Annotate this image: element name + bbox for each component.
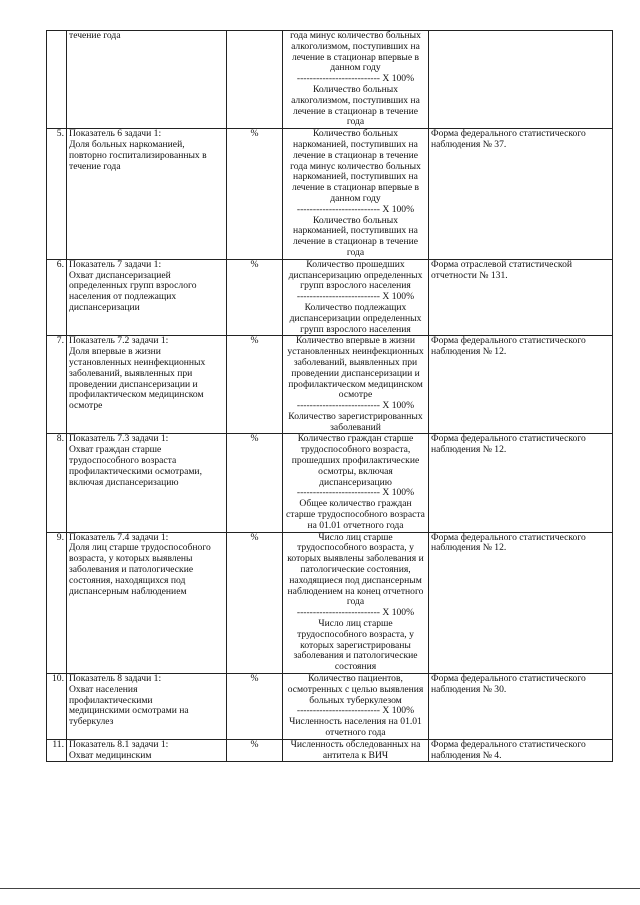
formula-line: Количество прошедших: [306, 258, 405, 270]
formula-line: трудоспособного возраста, у: [297, 628, 414, 640]
indicator-line: течение года: [69, 30, 121, 41]
formula-line: диспансеризации определенных: [289, 312, 422, 324]
indicator-line: Охват медицинским: [69, 749, 152, 761]
formula-line: года минус количество больных: [290, 30, 421, 41]
row-number: 9.: [47, 532, 67, 673]
row-number: 7.: [47, 336, 67, 434]
table-row: [47, 739, 613, 762]
formula-line: отчетного года: [325, 727, 386, 738]
source-cell: Форма федерального статистического наблюдения № 12.: [429, 532, 613, 673]
formula-cell: [283, 532, 429, 673]
indicator-line: включая диспансеризацию: [69, 476, 179, 488]
indicator-line: населения от подлежащих: [69, 291, 177, 303]
indicator-line: Показатель 6 задачи 1:: [69, 128, 162, 140]
row-number: [47, 31, 67, 129]
source-cell: Форма федерального статистического наблюдения № 12.: [429, 336, 613, 434]
indicator-line: профилактическом медицинском: [69, 389, 204, 401]
table-row: [47, 674, 613, 740]
source-cell: Форма федерального статистического наблюдения № 30.: [429, 674, 613, 740]
formula-line: Количество пациентов,: [308, 673, 403, 685]
source-cell: Форма федерального статистического наблюдения № 37.: [429, 129, 613, 260]
indicator-line: Показатель 7 задачи 1:: [69, 258, 162, 270]
source-cell: [429, 31, 613, 129]
indicator-line: состояния, находящихся под: [69, 574, 186, 586]
formula-line: которых зарегистрированы: [300, 639, 411, 651]
formula-line: лечение в стационар впервые в: [291, 51, 420, 63]
table-row: [47, 259, 613, 336]
indicator-line: Показатель 8.1 задачи 1:: [69, 738, 169, 750]
row-number: 6.: [47, 259, 67, 336]
indicator-line: Доля больных наркоманией,: [69, 138, 185, 150]
formula-line: Количество подлежащих: [304, 301, 407, 313]
formula-cell: [283, 31, 429, 129]
formula-line: Общее количество граждан: [299, 498, 412, 510]
formula-line: Количество больных: [312, 83, 399, 95]
formula-line: старше трудоспособного возраста: [286, 509, 425, 521]
indicator-line: трудоспособного возраста: [69, 455, 177, 467]
indicator-line: Охват диспансеризацией: [69, 269, 171, 281]
indicator-line: Показатель 7.4 задачи 1:: [69, 531, 169, 543]
unit-cell: %: [227, 674, 283, 740]
indicator-line: заболевания и патологические: [69, 564, 194, 576]
formula-line: трудоспособного возраста,: [300, 444, 411, 456]
formula-line: лечение в стационар в течение: [293, 149, 418, 161]
formula-cell: [283, 129, 429, 260]
formula-line: трудоспособного возраста, у: [297, 542, 414, 554]
formula-line: заболевания и патологические: [293, 650, 418, 662]
table-row: [47, 532, 613, 673]
indicator-cell: [67, 674, 227, 740]
indicator-line: Доля впервые в жизни: [69, 346, 161, 358]
formula-cell: [283, 674, 429, 740]
indicator-cell: [67, 336, 227, 434]
formula-cell: [283, 259, 429, 336]
indicator-cell: [67, 739, 227, 762]
row-number: 10.: [47, 674, 67, 740]
indicator-line: течение года: [69, 160, 121, 172]
table-row: [47, 31, 613, 129]
formula-line: Количество впервые в жизни: [295, 335, 416, 347]
formula-line: лечение в стационар в течение: [293, 236, 418, 248]
indicator-line: осмотре: [69, 400, 103, 412]
formula-line: наркоманией, поступивших на: [293, 171, 418, 183]
formula-line: осмотренных с целью выявления: [287, 683, 424, 695]
formula-line: -------------------------- Х 100%: [296, 487, 415, 499]
indicator-line: установленных неинфекционных: [69, 356, 206, 368]
indicator-line: повторно госпитализированных в: [69, 149, 207, 161]
formula-line: лечение в стационар в течение: [293, 105, 418, 117]
indicator-cell: [67, 31, 227, 129]
table-row: [47, 336, 613, 434]
source-cell: Форма отраслевой статистической отчетности № 131.: [429, 259, 613, 336]
indicator-line: возраста, у которых выявлены: [69, 553, 193, 565]
indicator-cell: [67, 129, 227, 260]
indicator-line: Охват граждан старше: [69, 444, 162, 456]
indicator-line: Доля лиц старше трудоспособного: [69, 542, 211, 554]
indicator-line: Показатель 7.2 задачи 1:: [69, 335, 169, 347]
indicator-line: профилактическими: [69, 694, 153, 706]
formula-line: алкоголизмом, поступивших на: [291, 40, 420, 52]
formula-line: Количество больных: [312, 214, 399, 226]
indicator-line: Охват населения: [69, 683, 138, 695]
formula-line: заболеваний: [330, 421, 381, 433]
formula-line: Численность населения на 01.01: [289, 716, 422, 728]
formula-line: -------------------------- Х 100%: [296, 705, 415, 717]
formula-line: диспансеризацию: [319, 476, 392, 488]
formula-line: -------------------------- Х 100%: [296, 73, 415, 85]
formula-line: проведении диспансеризации и: [291, 367, 420, 379]
table-row: [47, 129, 613, 260]
table-row: [47, 434, 613, 532]
formula-line: года минус количество больных: [290, 160, 421, 172]
formula-line: наркоманией, поступивших на: [293, 138, 418, 150]
row-number: 8.: [47, 434, 67, 532]
formula-line: года: [346, 246, 365, 258]
formula-line: наркоманией, поступивших на: [293, 225, 418, 237]
formula-line: алкоголизмом, поступивших на: [291, 94, 420, 106]
unit-cell: %: [227, 259, 283, 336]
formula-line: патологические состояния,: [300, 564, 411, 576]
formula-line: антитела к ВИЧ: [322, 749, 389, 761]
unit-cell: %: [227, 434, 283, 532]
page-bottom-rule: [0, 888, 640, 889]
formula-line: установленных неинфекционных: [287, 346, 424, 358]
formula-line: -------------------------- Х 100%: [296, 291, 415, 303]
formula-line: Число лиц старше: [318, 618, 393, 630]
indicators-table-body: [47, 31, 613, 762]
formula-line: больных туберкулезом: [309, 694, 402, 706]
formula-line: Количество больных: [312, 128, 399, 140]
formula-line: -------------------------- Х 100%: [296, 607, 415, 619]
formula-line: лечение в стационар впервые в: [291, 182, 420, 194]
formula-cell: [283, 336, 429, 434]
formula-line: прошедших профилактические: [291, 455, 420, 467]
indicator-line: медицинскими осмотрами на: [69, 705, 189, 717]
formula-line: Количество граждан старше: [297, 433, 414, 445]
formula-line: данном году: [330, 192, 381, 204]
formula-cell: [283, 739, 429, 762]
indicators-table: [46, 30, 613, 762]
source-cell: Форма федерального статистического наблюдения № 4.: [429, 739, 613, 762]
formula-line: Численность обследованных на: [290, 738, 421, 750]
unit-cell: %: [227, 532, 283, 673]
indicator-cell: [67, 434, 227, 532]
formula-line: групп взрослого населения: [300, 323, 411, 335]
indicator-line: Показатель 7.3 задачи 1:: [69, 433, 169, 445]
indicator-line: профилактическими осмотрами,: [69, 465, 202, 477]
indicator-line: диспансерным наблюдением: [69, 585, 187, 597]
formula-line: групп взрослого населения: [300, 280, 411, 292]
formula-line: профилактическом медицинском: [288, 378, 423, 390]
indicator-line: диспансеризации: [69, 301, 140, 313]
unit-cell: %: [227, 336, 283, 434]
indicator-line: проведении диспансеризации и: [69, 378, 198, 390]
formula-line: Количество зарегистрированных: [288, 410, 423, 422]
formula-line: Число лиц старше: [318, 531, 393, 543]
row-number: 5.: [47, 129, 67, 260]
indicator-cell: [67, 532, 227, 673]
indicator-line: Показатель 8 задачи 1:: [69, 673, 162, 685]
formula-line: находящиеся под диспансерным: [289, 574, 422, 586]
formula-line: которых выявлены заболевания и: [287, 553, 424, 565]
formula-line: -------------------------- Х 100%: [296, 203, 415, 215]
formula-line: -------------------------- Х 100%: [296, 400, 415, 412]
formula-line: диспансеризацию определенных: [288, 269, 423, 281]
row-number: 11.: [47, 739, 67, 762]
indicator-line: туберкулез: [69, 716, 114, 728]
formula-line: года: [346, 116, 365, 128]
formula-line: на 01.01 отчетного года: [307, 519, 404, 531]
indicator-line: определенных групп взрослого: [69, 280, 197, 292]
indicator-cell: [67, 259, 227, 336]
source-cell: Форма федерального статистического наблюдения № 12.: [429, 434, 613, 532]
formula-line: заболеваний, выявленных при: [293, 356, 418, 368]
unit-cell: [227, 31, 283, 129]
unit-cell: %: [227, 129, 283, 260]
formula-line: осмотре: [338, 389, 373, 401]
formula-line: состояния: [334, 661, 377, 673]
formula-line: данном году: [330, 62, 381, 74]
formula-line: наблюдением на конец отчетного: [287, 585, 424, 597]
formula-line: года: [346, 596, 365, 608]
unit-cell: %: [227, 739, 283, 762]
formula-cell: [283, 434, 429, 532]
formula-line: осмотры, включая: [318, 465, 393, 477]
indicator-line: заболеваний, выявленных при: [69, 367, 193, 379]
